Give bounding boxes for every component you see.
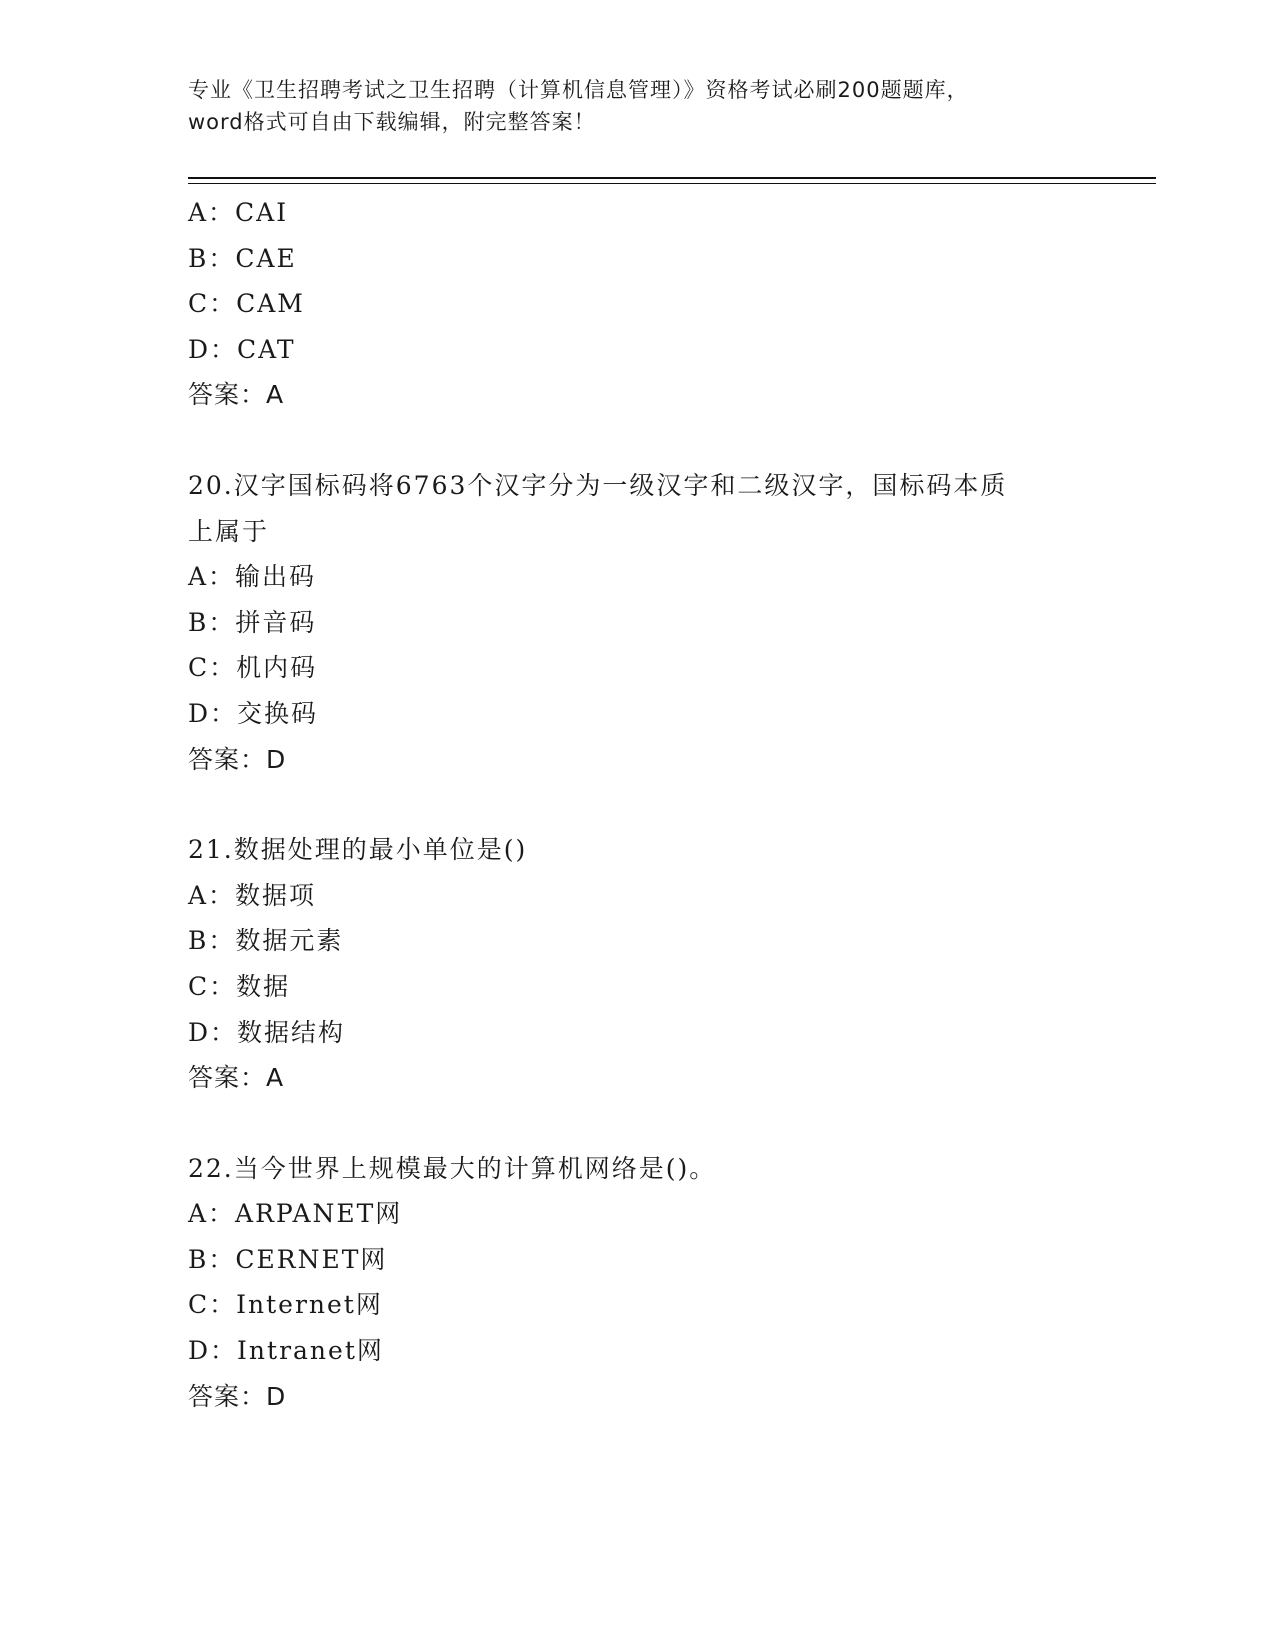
question-22 <box>188 1146 1088 1420</box>
option-b: B：CAE <box>188 243 297 273</box>
question-list <box>188 190 1088 1419</box>
option-d: D：交换码 <box>188 698 319 728</box>
option-c: C：Internet网 <box>188 1290 383 1320</box>
header-line-1: 专业《卫生招聘考试之卫生招聘（计算机信息管理）》资格考试必刷200题题库， <box>188 78 969 102</box>
option-d: D：数据结构 <box>188 1017 346 1047</box>
option-a: A：数据项 <box>188 880 317 910</box>
header-divider-thin <box>188 183 1156 184</box>
option-c: C：数据 <box>188 971 291 1001</box>
question-20 <box>188 463 1088 782</box>
question-21 <box>188 827 1088 1101</box>
answer-line: 答案：A <box>188 1063 285 1093</box>
question-stem: 22.当今世界上规模最大的计算机网络是()。 <box>188 1153 717 1183</box>
question-partial <box>188 190 1088 418</box>
header-divider-thick <box>188 177 1156 179</box>
option-c: C：CAM <box>188 289 305 319</box>
answer-line: 答案：A <box>188 380 285 410</box>
answer-line: 答案：D <box>188 744 287 774</box>
option-b: B：CERNET网 <box>188 1244 388 1274</box>
option-b: B：拼音码 <box>188 607 317 637</box>
option-a: A：CAI <box>188 198 289 227</box>
question-stem: 21.数据处理的最小单位是() <box>188 835 528 865</box>
option-d: D：CAT <box>188 334 296 364</box>
answer-line: 答案：D <box>188 1381 287 1411</box>
question-stem-continued: 上属于 <box>188 516 270 546</box>
option-a: A：输出码 <box>188 562 317 592</box>
question-stem: 20.汉字国标码将6763个汉字分为一级汉字和二级汉字，国标码本质 <box>188 470 1008 500</box>
option-c: C：机内码 <box>188 653 318 683</box>
option-d: D：Intranet网 <box>188 1336 384 1366</box>
option-b: B：数据元素 <box>188 926 344 956</box>
document-header <box>188 74 1088 138</box>
option-a: A：ARPANET网 <box>188 1199 403 1229</box>
header-line-2: word格式可自由下载编辑，附完整答案！ <box>188 110 596 134</box>
